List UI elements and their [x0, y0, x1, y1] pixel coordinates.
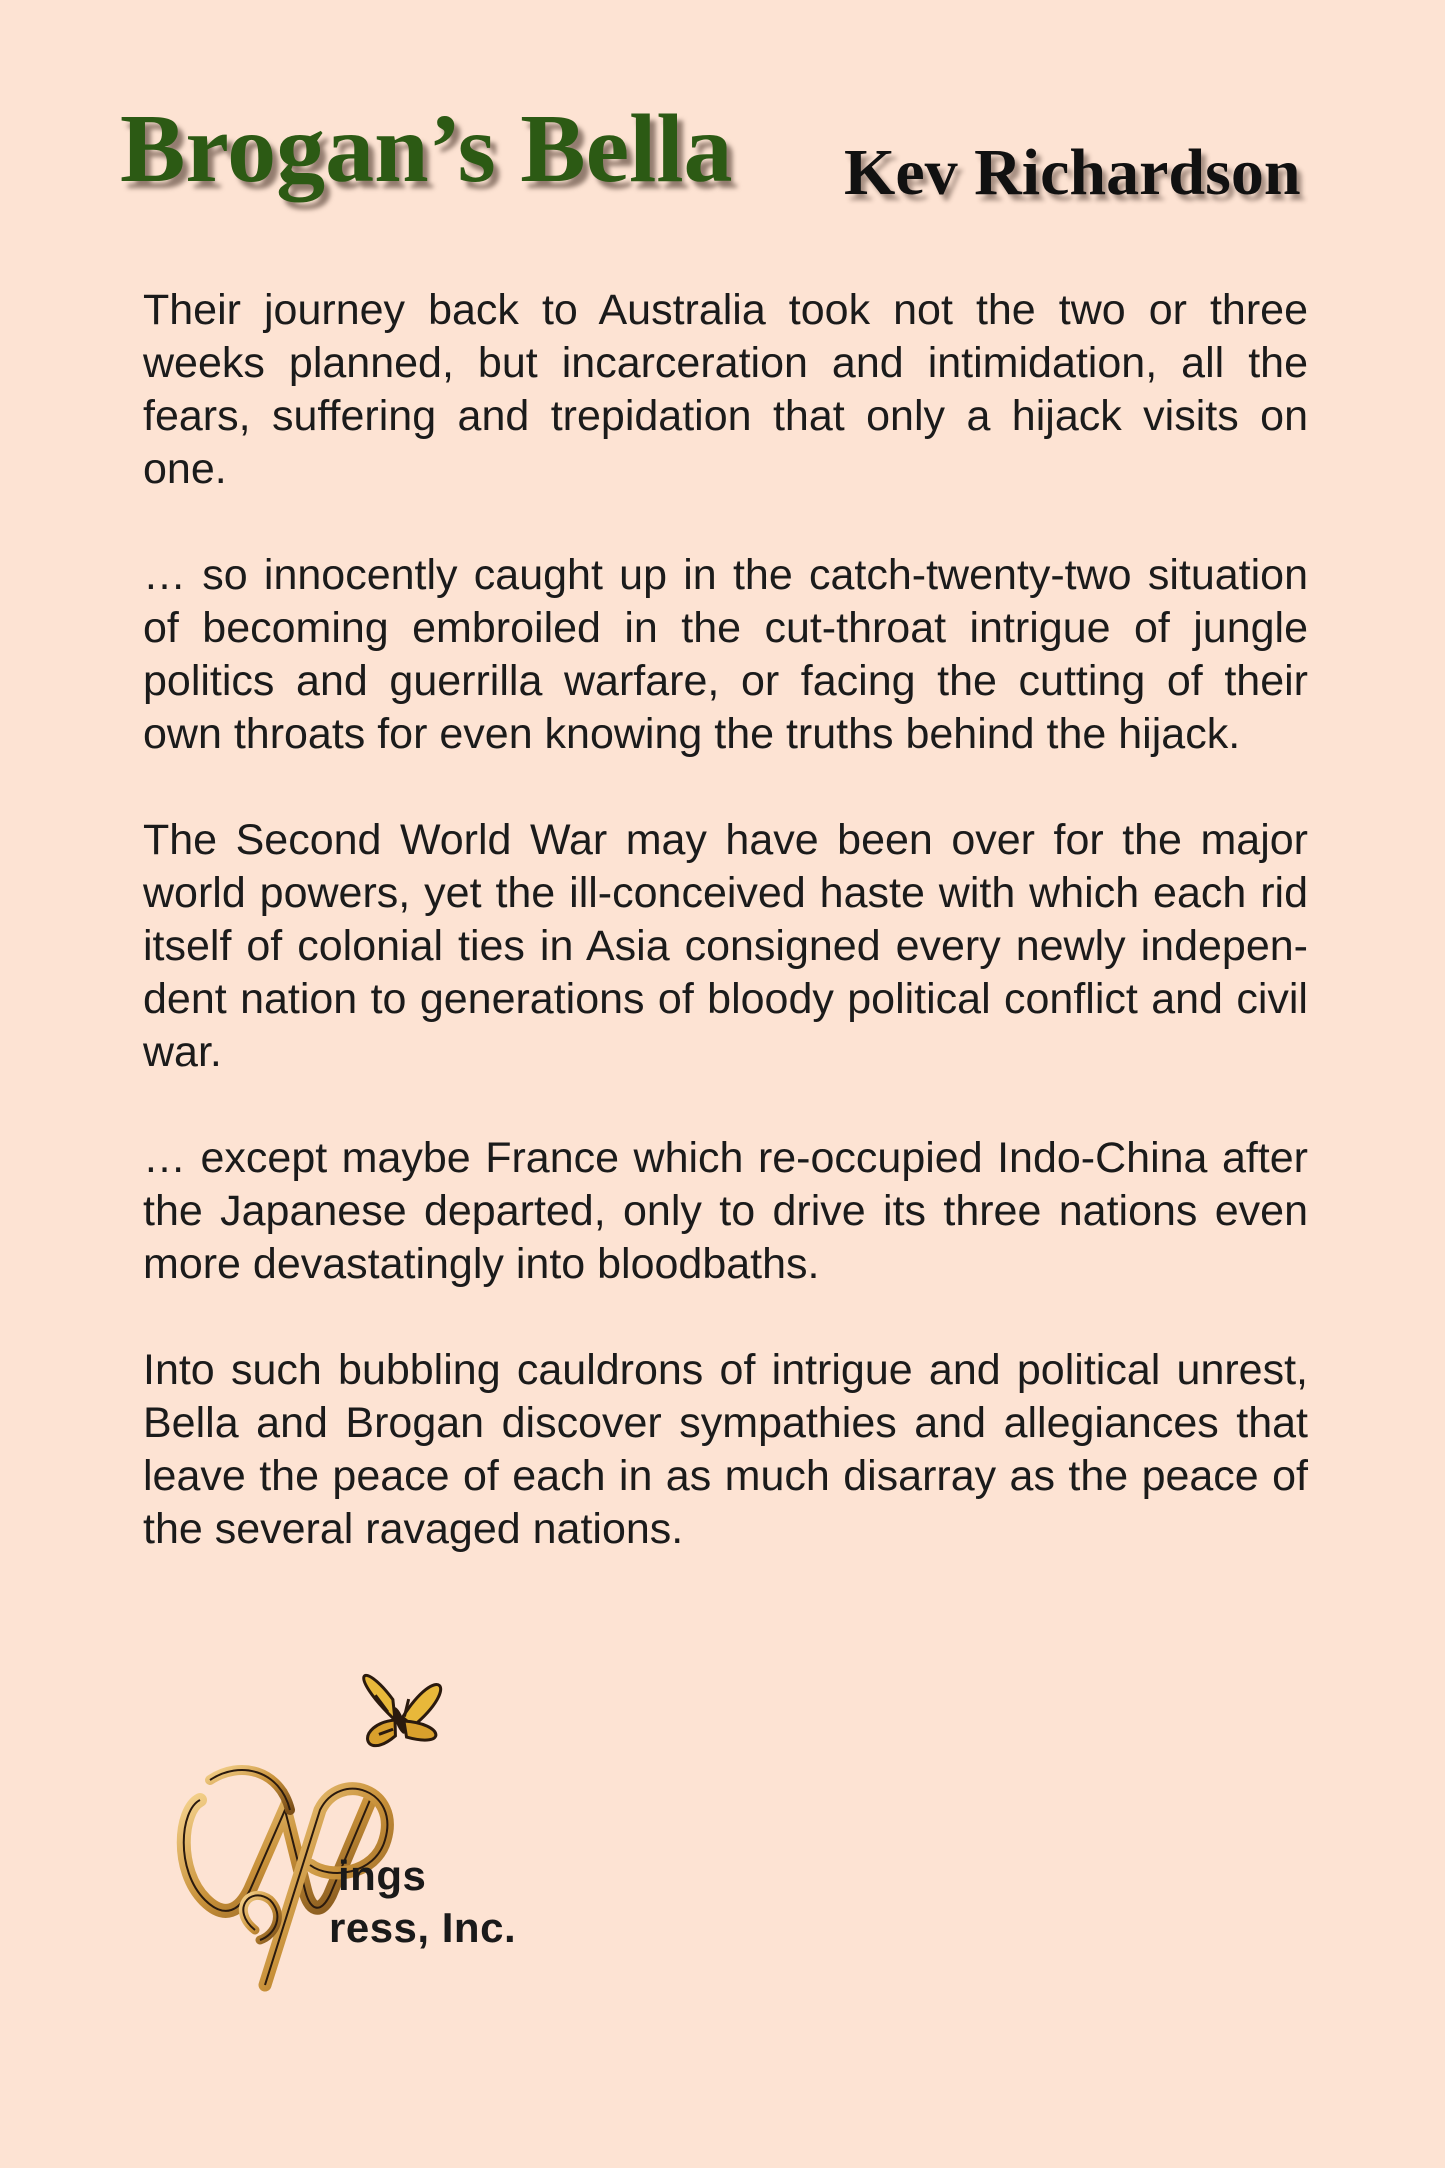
- publisher-logo: [170, 1660, 590, 2010]
- publisher-line-1: ings: [338, 1852, 427, 1899]
- book-title: Brogan’s Bella: [120, 95, 733, 203]
- blurb-paragraph: Their journey back to Australia took not the two or three weeks planned, but incarceration and intimidation, all the fears, suffering and trepidation that only a hijack visits on one.: [143, 286, 1308, 493]
- blurb-paragraph: … so innocently caught up in the catch-twenty-two situation of becoming embroiled in the cut-throat intrigue of jungle politics and guerrilla warfare, or facing the cutting of their own throats for even knowing the truths behind the hijack.: [143, 551, 1308, 758]
- publisher-line-2: ress, Inc.: [329, 1904, 517, 1951]
- publisher-monogram-icon: [170, 1660, 590, 2010]
- blurb-paragraph: The Second World War may have been over for the major world powers, yet the ill-conceived haste with which each rid itself of colonial ties in Asia consigned every newly indepen-dent nation to generations of bloody political conflict and civil war.: [143, 816, 1308, 1076]
- cover-header: [120, 95, 1340, 230]
- publisher-name: [329, 1850, 517, 1954]
- back-cover-blurb: [143, 284, 1308, 1609]
- blurb-paragraph: Into such bubbling cauldrons of intrigue and political unrest, Bella and Brogan discover sympathies and allegiances that leave the peace of each in as much disarray as the peace of the several ravaged nations.: [143, 1346, 1308, 1553]
- butterfly-icon: [347, 1660, 457, 1760]
- blurb-paragraph: … except maybe France which re-occupied Indo-China after the Japanese departed, only to drive its three nations even more devastatingly into bloodbaths.: [143, 1134, 1308, 1288]
- author-name: Kev Richardson: [844, 136, 1301, 209]
